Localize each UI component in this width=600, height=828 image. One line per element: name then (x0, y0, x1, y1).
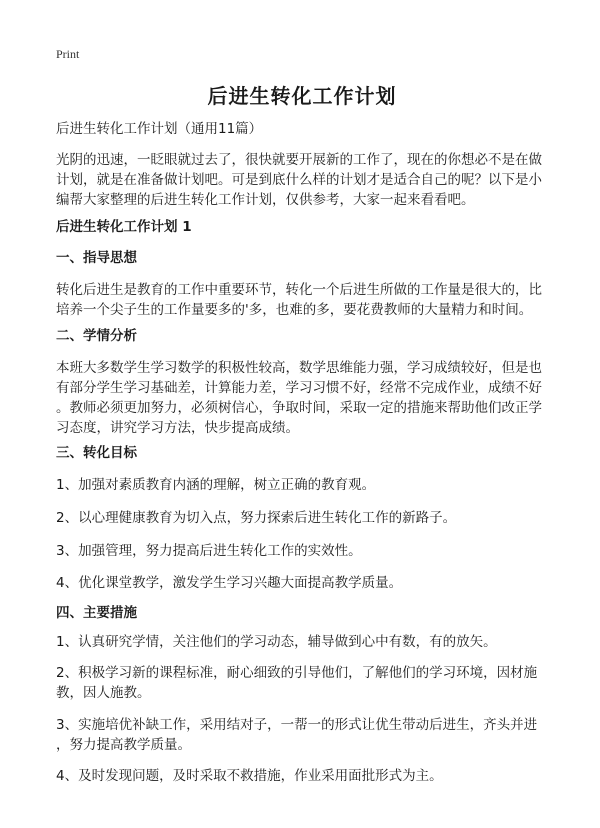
paragraph-line: 。教师必须更加努力，必须树信心，争取时间，采取一定的措施来帮助他们改正学 (56, 400, 542, 416)
list-item-goal: 3、加强管理，努力提高后进生转化工作的实效性。 (56, 543, 362, 559)
paragraph-line: ，努力提高教学质量。 (56, 737, 191, 753)
list-item-measure: 4、及时发现问题，及时采取不救措施，作业采用面批形式为主。 (56, 768, 443, 784)
section-title: 后进生转化工作计划 1 (56, 219, 192, 235)
paragraph-line: 培养一个尖子生的工作量要多的'多，也难的多，要花费教师的大量精力和时间。 (56, 302, 533, 318)
paragraph-line: 习态度，讲究学习方法，快步提高成绩。 (56, 420, 299, 436)
heading-learning-analysis: 二、学情分析 (56, 328, 137, 344)
document-title: 后进生转化工作计划 (207, 84, 397, 108)
print-link[interactable]: Print (56, 47, 80, 61)
paragraph-learning-analysis (56, 358, 548, 438)
heading-guiding-ideology: 一、指导思想 (56, 250, 137, 266)
list-item-measure (56, 663, 548, 703)
intro-line: 编帮大家整理的后进生转化工作计划，仅供参考，大家一起来看看吧。 (56, 192, 475, 208)
list-item-goal: 4、优化课堂教学，激发学生学习兴趣大面提高教学质量。 (56, 575, 403, 591)
intro-line: 计划，就是在准备做计划吧。可是到底什么样的计划才是适合自己的呢？以下是小 (56, 172, 542, 188)
list-item-goal: 1、加强对素质教育内涵的理解，树立正确的教育观。 (56, 477, 376, 493)
heading-main-measures: 四、主要措施 (56, 605, 137, 621)
paragraph-line: 3、实施培优补缺工作，采用结对子，一帮一的形式让优生带动后进生，齐头并进 (56, 717, 538, 733)
heading-conversion-goals: 三、转化目标 (56, 445, 137, 461)
paragraph-line: 教，因人施教。 (56, 685, 151, 701)
list-item-measure: 1、认真研究学情，关注他们的学习动态，辅导做到心中有数，有的放矢。 (56, 634, 497, 650)
paragraph-line: 转化后进生是教育的工作中重要环节，转化一个后进生所做的工作量是很大的，比 (56, 282, 542, 298)
list-item-goal: 2、以心理健康教育为切入点，努力探索后进生转化工作的新路子。 (56, 510, 457, 526)
document-subtitle: 后进生转化工作计划（通用11篇） (56, 121, 263, 137)
intro-paragraph (56, 150, 548, 210)
paragraph-line: 2、积极学习新的课程标准，耐心细致的引导他们，了解他们的学习环境，因材施 (56, 665, 538, 681)
paragraph-line: 本班大多数学生学习数学的积极性较高，数学思维能力强，学习成绩较好，但是也 (56, 360, 542, 376)
paragraph-line: 有部分学生学习基础差，计算能力差，学习习惯不好，经常不完成作业，成绩不好 (56, 380, 542, 396)
paragraph-guiding-ideology (56, 280, 548, 320)
list-item-measure (56, 715, 548, 755)
intro-line: 光阴的迅速，一眨眼就过去了，很快就要开展新的工作了，现在的你想必不是在做 (56, 152, 542, 168)
